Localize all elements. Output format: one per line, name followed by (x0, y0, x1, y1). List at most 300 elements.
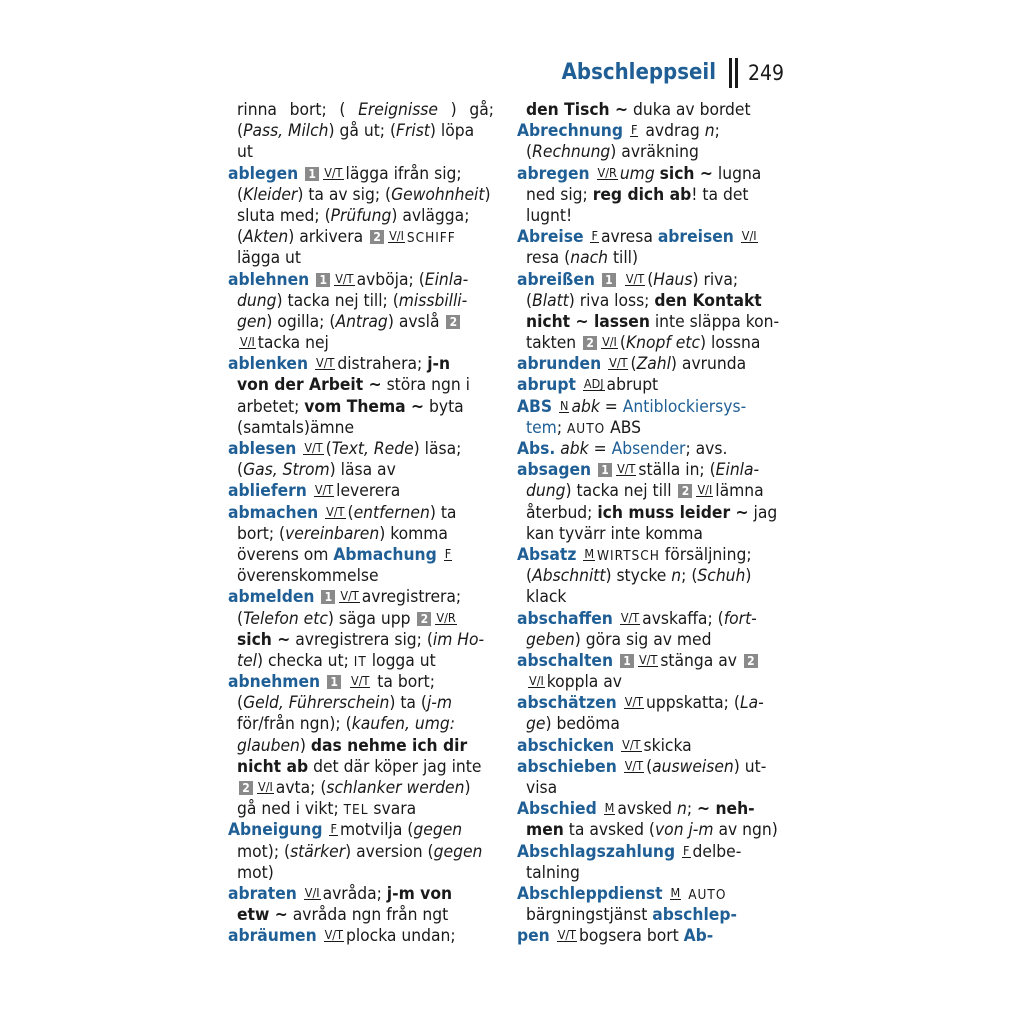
text-run: logga ut (366, 650, 436, 671)
cross-reference: Antiblockiersys- (622, 396, 747, 417)
text-run: ) (450, 100, 457, 120)
text-run: ta avsked ( (563, 820, 655, 841)
italic-gloss: Haus (653, 269, 693, 290)
text-run: (samtals)ämne (237, 417, 355, 438)
italic-gloss: n (671, 566, 682, 587)
bold-phrase: sich ~ (659, 163, 713, 184)
grammar-tag: N (560, 397, 569, 413)
dictionary-line (517, 333, 783, 354)
text-run: arbetet; (237, 396, 305, 417)
text-run: talning (526, 862, 580, 883)
text-run (317, 926, 322, 946)
text-run: gå; (469, 100, 494, 120)
text-run (601, 354, 606, 374)
italic-gloss: Text, Rede (331, 439, 414, 459)
dictionary-line (228, 651, 494, 672)
bold-phrase: etw ~ (237, 905, 288, 926)
italic-gloss: Antrag (335, 311, 388, 332)
text-run: avta; ( (275, 778, 327, 798)
text-run: takten (526, 333, 582, 354)
italic-gloss: Pass, Milch (243, 121, 329, 142)
header-divider-second (735, 58, 738, 88)
text-run (617, 757, 622, 777)
text-run: avregistrera sig; ( (290, 629, 433, 650)
italic-gloss: Gewohnheit (391, 184, 485, 205)
text-run: ta bort; (372, 672, 435, 693)
italic-gloss: tel (237, 650, 257, 671)
italic-gloss: n (704, 121, 715, 142)
dictionary-line (517, 566, 783, 587)
dictionary-line (228, 778, 494, 799)
grammar-tag: V/T (326, 503, 345, 519)
headword: abschieben (517, 756, 617, 777)
subject-label: IT (353, 653, 367, 670)
italic-gloss: Kleider (243, 184, 298, 205)
cross-reference: tem (526, 417, 557, 438)
grammar-tag: V/T (638, 651, 658, 667)
text-run: avböja; ( (356, 269, 425, 290)
text-run: ) (299, 735, 311, 756)
dictionary-line (228, 884, 494, 905)
sense-number: 2 (583, 336, 597, 350)
headword: absagen (517, 460, 592, 481)
text-run: ) läsa av (329, 460, 396, 481)
italic-gloss: gegen (433, 841, 483, 862)
text-run (595, 270, 600, 290)
italic-gloss: Telefon etc (243, 608, 328, 629)
sense-number: 2 (239, 781, 253, 795)
grammar-tag: V/T (617, 461, 636, 477)
grammar-tag: V/I (389, 228, 404, 244)
text-run: ; (556, 417, 567, 438)
headword: abschicken (517, 735, 615, 756)
italic-gloss: n (676, 799, 687, 820)
text-run: ) gå ut; ( (328, 121, 397, 142)
grammar-tag: V/R (597, 164, 617, 180)
grammar-tag: V/I (697, 482, 713, 498)
dictionary-line (228, 354, 494, 375)
grammar-tag: V/T (304, 440, 323, 455)
dictionary-line (228, 714, 494, 735)
dictionary-line (517, 291, 783, 312)
text-run: störa ngn i (381, 375, 470, 396)
italic-gloss: schlanker werden (326, 778, 465, 798)
dictionary-line (228, 375, 494, 396)
text-run: kan tyvärr inte komma (526, 523, 703, 544)
text-run: ) läsa; (413, 439, 462, 459)
headword: abreißen (517, 269, 595, 290)
bold-phrase: j-n (427, 354, 451, 375)
text-run: ) checka ut; (256, 650, 354, 671)
dictionary-line (517, 312, 783, 333)
dictionary-line (517, 587, 783, 608)
italic-gloss: Knopf etc (625, 333, 700, 354)
headword: Abmachung (333, 544, 437, 565)
italic-gloss: fort- (723, 608, 757, 629)
text-run: ( (237, 184, 244, 205)
sense-number: 1 (598, 463, 612, 477)
text-run: avskaffa; ( (642, 608, 724, 629)
text-run: ) stycke (605, 566, 672, 587)
bold-phrase: nicht ~ lassen (526, 311, 650, 332)
grammar-tag: V/T (314, 482, 334, 498)
text-run: leverera (336, 481, 401, 502)
grammar-tag: V/T (335, 270, 354, 286)
bold-phrase: reg dich ab (592, 184, 692, 205)
text-run: sluta med; ( (237, 205, 331, 226)
text-run: ; (714, 121, 720, 142)
dictionary-line (517, 481, 783, 502)
text-run: ) avräkning (610, 142, 699, 163)
grammar-tag: F (444, 545, 452, 561)
italic-gloss: gen (237, 311, 267, 332)
italic-gloss: Frist (396, 121, 430, 142)
italic-gloss: Geld, Führerschein (243, 693, 390, 714)
text-run: ) riva; (692, 269, 739, 290)
dictionary-line (517, 227, 783, 248)
italic-gloss: von j-m (654, 820, 714, 841)
dictionary-line (228, 248, 494, 269)
bold-phrase: von der Arbeit ~ (237, 375, 382, 396)
text-run: ) ogilla; ( (266, 311, 336, 332)
text-run: motvilja ( (339, 820, 414, 841)
text-run: ( (339, 100, 346, 120)
grammar-tag: V/I (258, 779, 273, 794)
dictionary-line (228, 291, 494, 312)
text-run: bort; ( (237, 523, 286, 544)
sense-number: 1 (305, 167, 319, 181)
text-run: ) säga upp (327, 608, 416, 629)
text-run: skicka (643, 735, 692, 756)
headword: Abs. (517, 439, 556, 459)
text-run: ( (646, 756, 653, 777)
right-column (517, 100, 783, 948)
text-run: ( (237, 121, 244, 142)
grammar-tag: V/T (324, 927, 343, 943)
text-run: ) (484, 184, 491, 205)
headword: abnehmen (228, 672, 321, 693)
italic-gloss: Abschnitt (532, 566, 606, 587)
dictionary-line (228, 905, 494, 926)
dictionary-line (228, 418, 494, 439)
dictionary-line (228, 842, 494, 863)
text-run: lägga ut (237, 248, 302, 269)
italic-gloss: j-m (426, 693, 453, 714)
text-run: bort; (289, 100, 327, 120)
dictionary-line (517, 842, 783, 863)
dictionary-line (228, 863, 494, 884)
grammar-tag: V/T (557, 927, 577, 943)
italic-gloss: Einla- (715, 460, 760, 481)
text-run: = (599, 396, 623, 417)
grammar-tag: V/T (316, 355, 335, 371)
text-run: plocka undan; (345, 926, 456, 947)
sense-number: 2 (370, 230, 384, 244)
text-run: ( (237, 693, 244, 714)
text-run (663, 884, 668, 904)
text-run: ) (464, 778, 471, 798)
dictionary-line (517, 820, 783, 841)
dictionary-line (517, 736, 783, 757)
bold-phrase: j-m von (386, 883, 453, 904)
grammar-tag: V/I (240, 334, 255, 350)
text-run (307, 481, 312, 501)
sense-number: 1 (316, 273, 330, 287)
text-run: ! ta det (691, 184, 749, 205)
dictionary-line (228, 926, 494, 947)
grammar-tag: V/T (340, 588, 359, 604)
dictionary-line (228, 397, 494, 418)
dictionary-line (517, 460, 783, 481)
dictionary-line (228, 757, 494, 778)
subject-label: AUTO (567, 420, 606, 437)
text-run: = (588, 439, 612, 459)
italic-gloss: geben (526, 629, 575, 650)
text-run: avråda ngn från ngt (287, 905, 449, 926)
text-run (576, 375, 581, 395)
italic-gloss: La- (739, 693, 764, 714)
text-run (734, 227, 739, 247)
dictionary-line (517, 185, 783, 206)
grammar-tag: V/T (620, 609, 640, 625)
bold-phrase: men (526, 820, 564, 841)
headword: abregen (517, 163, 590, 184)
text-run: gå ned i vikt; (237, 799, 344, 820)
grammar-tag: M (670, 884, 681, 900)
grammar-tag: V/T (324, 164, 343, 180)
headword: abliefern (228, 481, 307, 502)
italic-gloss: entfernen (353, 502, 430, 523)
subject-label: AUTO (688, 886, 727, 903)
text-run: avsked (617, 799, 677, 820)
dictionary-line (228, 545, 494, 566)
text-run: visa (526, 778, 558, 798)
text-run: tacka nej (257, 333, 329, 354)
text-run: ut (237, 142, 253, 163)
text-run: mot); ( (237, 841, 291, 862)
headword: abrupt (517, 375, 576, 396)
text-run: ( (237, 227, 244, 248)
text-run: ) ut- (733, 756, 767, 777)
headword: ablesen (228, 439, 297, 459)
headword: abschätzen (517, 693, 617, 714)
text-run: lugnt! (526, 205, 573, 226)
dictionary-line (228, 121, 494, 142)
headword: Abneigung (228, 820, 323, 841)
text-run (437, 545, 442, 565)
text-run: ( (619, 333, 626, 354)
dictionary-line (517, 651, 783, 672)
text-run: ( (630, 354, 637, 375)
text-run: ) avslå (387, 311, 445, 332)
text-run (584, 227, 589, 247)
dictionary-line (228, 164, 494, 185)
italic-gloss: vereinbaren (285, 523, 380, 544)
text-run: ; ( (681, 566, 698, 587)
text-run: bogsera bort (579, 926, 684, 947)
text-run: återbud; (526, 502, 598, 523)
text-run (343, 672, 348, 692)
italic-gloss: im Ho- (432, 629, 485, 650)
italic-gloss: Gas, Strom (243, 460, 330, 481)
dictionary-line (228, 100, 494, 121)
page-number: 249 (747, 61, 784, 85)
text-run (617, 693, 622, 713)
text-run: ( (347, 502, 354, 523)
text-run: ) aversion ( (345, 841, 434, 862)
text-run (597, 799, 602, 819)
grammar-tag: V/R (436, 609, 456, 625)
text-run (591, 460, 596, 480)
grammar-tag: M (604, 800, 615, 816)
running-headword: Abschleppseil (561, 60, 716, 85)
dictionary-line (228, 503, 494, 524)
headword: abrunden (517, 354, 602, 375)
italic-gloss: Schuh (697, 566, 746, 587)
text-run: delbe- (692, 841, 742, 862)
dictionary-line (517, 757, 783, 778)
dictionary-line (517, 884, 783, 905)
dictionary-line (517, 121, 783, 142)
italic-gloss: Einla- (424, 269, 469, 290)
dictionary-line (517, 375, 783, 396)
headword: abraten (228, 883, 297, 904)
headword: abschaffen (517, 608, 613, 629)
grammar-tag: F (683, 842, 690, 858)
text-run: distrahera; (337, 354, 428, 375)
text-run (309, 270, 314, 290)
text-run: av ngn) (713, 820, 778, 841)
headword: ablehnen (228, 269, 310, 290)
text-run: uppskatta; ( (646, 693, 740, 714)
sense-number: 1 (327, 675, 341, 689)
text-run: ( (526, 142, 533, 163)
dictionary-line (228, 630, 494, 651)
grammar-tag: V/T (622, 736, 641, 752)
sense-number: 2 (678, 484, 692, 498)
grammar-tag: F (330, 821, 337, 837)
bold-phrase: vom Thema ~ (304, 396, 425, 417)
text-run (576, 545, 581, 565)
dictionary-line (517, 142, 783, 163)
italic-gloss: kaufen, umg: (351, 714, 455, 735)
dictionary-line (517, 630, 783, 651)
text-run: ( (526, 566, 533, 587)
text-run (550, 926, 555, 946)
text-run: ) bedöma (545, 714, 620, 735)
text-run (308, 354, 313, 374)
text-run: ; avs. (685, 439, 728, 459)
text-run (614, 736, 619, 756)
grammar-tag: V/T (624, 694, 644, 710)
text-run: jag (748, 502, 778, 523)
dictionary-line (517, 164, 783, 185)
dictionary-line (517, 524, 783, 545)
text-run: det där köper jag inte (308, 756, 482, 777)
dictionary-line (517, 778, 783, 799)
text-run: ) ta ( (389, 693, 427, 714)
dictionary-line (517, 799, 783, 820)
text-run: ( (237, 460, 244, 481)
italic-gloss: Zahl (636, 354, 671, 375)
text-run: för/från ngn); ( (237, 714, 352, 735)
text-run: inte släppa kon- (649, 311, 780, 332)
headword: Abschied (517, 799, 597, 820)
italic-gloss: nach (570, 248, 609, 269)
subject-label: TEL (343, 802, 369, 819)
headword: Abrechnung (517, 121, 624, 142)
text-run: ABS (605, 417, 641, 438)
dictionary-line (228, 736, 494, 757)
dictionary-line (517, 354, 783, 375)
text-run (623, 121, 628, 141)
dictionary-line (228, 312, 494, 333)
text-run: ) komma (379, 523, 448, 544)
italic-gloss: abk (560, 439, 589, 459)
sense-number: 2 (744, 654, 758, 668)
dictionary-line (517, 418, 783, 439)
cross-reference: Absender (611, 439, 686, 459)
text-run: lämna (715, 481, 764, 502)
grammar-tag: ADJ (583, 376, 604, 392)
bold-phrase: nicht ab (237, 756, 309, 777)
italic-gloss: ge (526, 714, 546, 735)
grammar-tag: V/T (609, 355, 628, 371)
dictionary-line (517, 248, 783, 269)
left-column (228, 100, 494, 948)
text-run: överenskommelse (237, 566, 379, 587)
italic-gloss: Prüfung (330, 205, 392, 226)
italic-gloss: missbilli- (398, 290, 468, 311)
dictionary-line (228, 227, 494, 248)
text-run: ) ta (429, 502, 457, 523)
header-divider (729, 58, 732, 88)
text-run: klack (526, 587, 567, 608)
dictionary-line (517, 714, 783, 735)
text-run: lägga ifrån sig; (345, 163, 462, 184)
text-run: ställa in; ( (638, 460, 716, 481)
headword: abreisen (657, 227, 734, 248)
text-run: ) lossna (700, 333, 761, 354)
headword: ablenken (228, 354, 309, 375)
subject-label: WIRTSCH (597, 547, 660, 564)
dictionary-line (228, 481, 494, 502)
dictionary-line (228, 333, 494, 354)
text-run (613, 651, 618, 671)
text-run (314, 587, 319, 607)
italic-gloss: Akten (243, 227, 289, 248)
sense-number: 1 (620, 654, 634, 668)
text-run: avdrag (640, 121, 705, 142)
headword: abmelden (228, 587, 315, 608)
text-run: svara (368, 799, 417, 820)
bold-phrase: ~ neh- (697, 799, 755, 820)
text-run: mot) (237, 862, 274, 883)
grammar-tag: V/I (529, 673, 544, 689)
grammar-tag: V/T (625, 270, 645, 286)
bold-phrase: sich ~ (237, 629, 291, 650)
text-run: avregistrera; (361, 587, 462, 608)
italic-gloss: abk (571, 396, 600, 417)
dictionary-line (228, 693, 494, 714)
text-run (590, 164, 595, 184)
text-run: stänga av (660, 650, 742, 671)
text-run: ( (647, 269, 654, 290)
text-run: ( (237, 608, 244, 629)
dictionary-line (228, 799, 494, 820)
text-run: ) arkivera (288, 227, 369, 248)
text-run: lugna (712, 163, 762, 184)
